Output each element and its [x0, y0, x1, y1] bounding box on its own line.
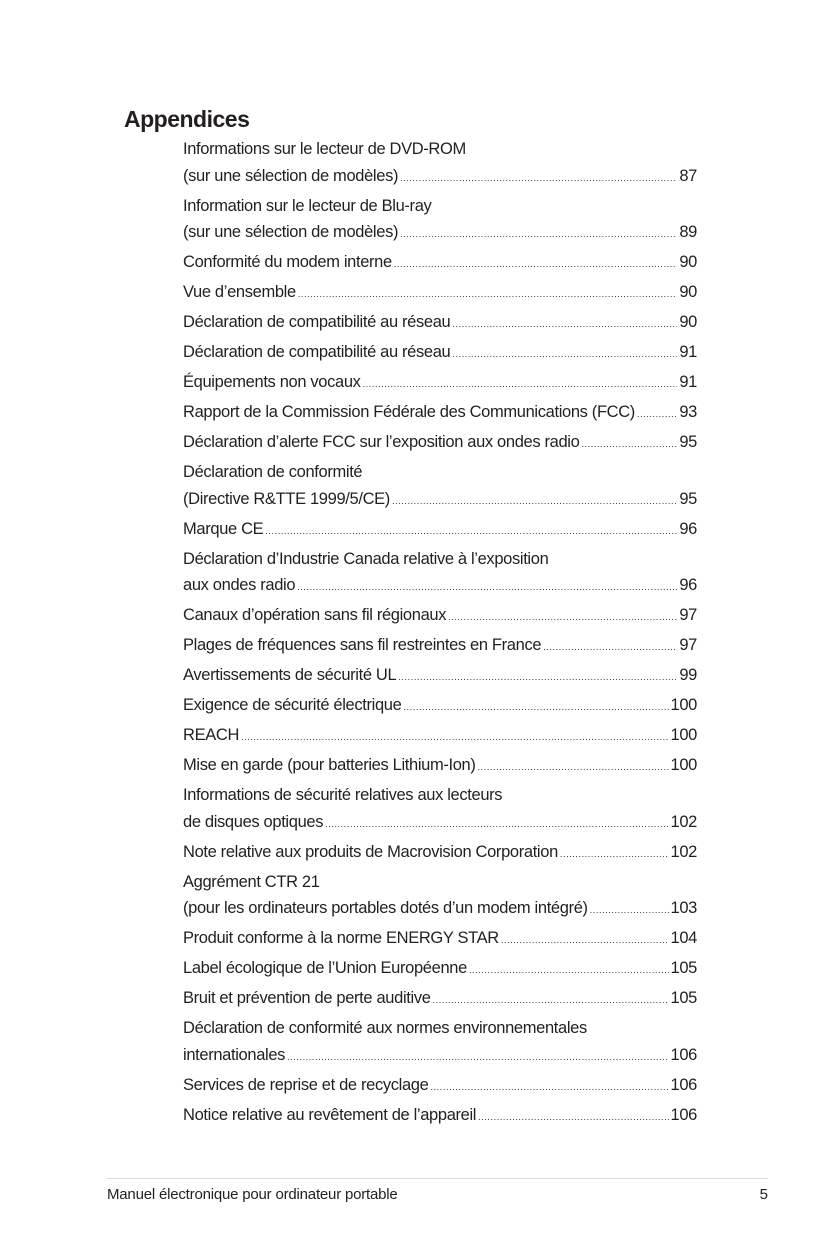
toc-page-number: 102	[670, 842, 697, 861]
toc-entry-text: Produit conforme à la norme ENERGY STAR	[183, 929, 499, 947]
toc-page-number: 106	[670, 1075, 697, 1094]
toc-entry[interactable]	[183, 662, 697, 691]
toc-entry[interactable]	[183, 985, 697, 1014]
toc-page-number: 90	[679, 253, 697, 271]
table-of-contents	[183, 136, 697, 1132]
toc-page-number: 100	[670, 756, 697, 774]
toc-entry[interactable]	[183, 632, 697, 661]
toc-entry-text: Avertissements de sécurité UL	[183, 666, 397, 684]
toc-entry-text: aux ondes radio	[183, 576, 296, 594]
dot-leader	[433, 987, 669, 1014]
toc-page-number: 104	[670, 929, 697, 947]
toc-entry[interactable]	[183, 782, 697, 837]
toc-page-number: 95	[679, 433, 697, 451]
toc-entry-text: Conformité du modem interne	[183, 253, 392, 271]
toc-entry[interactable]	[183, 692, 697, 721]
toc-entry-text: Aggrément CTR 21	[183, 872, 320, 891]
toc-page-number: 96	[679, 519, 697, 538]
toc-page-number: 97	[679, 636, 697, 654]
toc-entry-text: Informations de sécurité relatives aux lecteurs	[183, 786, 503, 804]
footer-divider	[107, 1178, 768, 1179]
toc-entry[interactable]	[183, 279, 697, 308]
toc-page-number: 91	[679, 373, 697, 391]
toc-entry[interactable]	[183, 869, 697, 924]
toc-entry-text: Déclaration de compatibilité au réseau	[183, 343, 451, 361]
dot-leader	[297, 574, 677, 601]
dot-leader	[325, 811, 668, 838]
dot-leader	[448, 604, 677, 631]
toc-entry[interactable]	[183, 136, 697, 191]
dot-leader	[430, 1074, 668, 1101]
toc-entry[interactable]	[183, 839, 697, 868]
toc-entry[interactable]	[183, 309, 697, 338]
dot-leader	[452, 311, 677, 338]
dot-leader	[287, 1044, 668, 1071]
toc-page-number: 106	[670, 1105, 697, 1124]
toc-entry-text: Mise en garde (pour batteries Lithium-Ion)	[183, 756, 476, 774]
dot-leader	[400, 165, 677, 192]
toc-entry[interactable]	[183, 602, 697, 631]
toc-entry-text: (Directive R&TTE 1999/5/CE)	[183, 489, 390, 508]
toc-entry-text: internationales	[183, 1045, 286, 1064]
toc-entry[interactable]	[183, 249, 697, 278]
dot-leader	[478, 1104, 668, 1131]
toc-entry-text: Équipements non vocaux	[183, 373, 361, 391]
toc-page-number: 100	[670, 726, 697, 744]
toc-page-number: 105	[670, 989, 697, 1007]
dot-leader	[403, 694, 668, 721]
toc-entry[interactable]	[183, 459, 697, 514]
dot-leader	[452, 341, 677, 368]
toc-entry[interactable]	[183, 1015, 697, 1070]
toc-entry-text: Notice relative au revêtement de l’appareil	[183, 1105, 477, 1124]
toc-page-number: 99	[679, 666, 697, 684]
toc-entry[interactable]	[183, 516, 697, 545]
toc-entry[interactable]	[183, 399, 697, 428]
toc-page-number: 89	[679, 223, 697, 241]
toc-page-number: 102	[670, 812, 697, 831]
toc-entry-text: Rapport de la Commission Fédérale des Communications (FCC)	[183, 403, 635, 421]
toc-entry-text: Canaux d’opération sans fil régionaux	[183, 606, 447, 624]
toc-page-number: 93	[679, 403, 697, 421]
dot-leader	[590, 897, 669, 924]
toc-entry[interactable]	[183, 546, 697, 601]
toc-entry-text: Marque CE	[183, 519, 264, 538]
toc-entry-text: de disques optiques	[183, 812, 324, 831]
toc-entry[interactable]	[183, 752, 697, 781]
dot-leader	[392, 488, 677, 515]
toc-entry-text: Vue d’ensemble	[183, 283, 296, 301]
dot-leader	[581, 431, 677, 458]
toc-entry-text: Déclaration d’alerte FCC sur l’exposition aux ondes radio	[183, 433, 580, 451]
toc-page-number: 96	[679, 576, 697, 594]
toc-page-number: 90	[679, 283, 697, 301]
dot-leader	[398, 664, 677, 691]
dot-leader	[543, 634, 677, 661]
toc-entry-text: Services de reprise et de recyclage	[183, 1075, 429, 1094]
dot-leader	[478, 754, 669, 781]
dot-leader	[637, 401, 677, 428]
toc-entry-text: Déclaration d’Industrie Canada relative à l’exposition	[183, 549, 549, 568]
toc-entry[interactable]	[183, 1102, 697, 1131]
section-title: Appendices	[124, 106, 250, 132]
toc-entry-text: Note relative aux produits de Macrovision Corporation	[183, 842, 558, 861]
toc-entry-text: Informations sur le lecteur de DVD-ROM	[183, 140, 466, 158]
toc-page-number: 106	[670, 1045, 697, 1064]
toc-entry-text: Plages de fréquences sans fil restreintes en France	[183, 636, 542, 654]
toc-entry[interactable]	[183, 429, 697, 458]
toc-entry-text: Déclaration de conformité	[183, 463, 363, 481]
toc-entry-text: Déclaration de conformité aux normes environnementales	[183, 1019, 587, 1037]
toc-entry[interactable]	[183, 1072, 697, 1101]
toc-entry-text: Déclaration de compatibilité au réseau	[183, 313, 451, 331]
toc-entry[interactable]	[183, 925, 697, 954]
dot-leader	[265, 518, 677, 545]
toc-entry-text: Label écologique de l’Union Européenne	[183, 959, 467, 977]
dot-leader	[400, 221, 677, 248]
toc-page-number: 95	[679, 489, 697, 508]
footer-page-number: 5	[759, 1186, 768, 1203]
toc-entry-text: (sur une sélection de modèles)	[183, 223, 399, 241]
footer-title: Manuel électronique pour ordinateur portable	[107, 1186, 398, 1203]
toc-page-number: 97	[679, 606, 697, 624]
toc-entry[interactable]	[183, 955, 697, 984]
toc-entry[interactable]	[183, 339, 697, 368]
toc-page-number: 87	[679, 166, 697, 185]
dot-leader	[363, 371, 678, 398]
toc-page-number: 105	[670, 959, 697, 977]
toc-entry-text: Information sur le lecteur de Blu-ray	[183, 196, 432, 215]
dot-leader	[298, 281, 678, 308]
toc-entry[interactable]	[183, 722, 697, 751]
dot-leader	[560, 841, 669, 868]
toc-entry-text: (sur une sélection de modèles)	[183, 166, 399, 185]
toc-page-number: 90	[679, 313, 697, 331]
toc-entry[interactable]	[183, 369, 697, 398]
dot-leader	[394, 251, 678, 278]
toc-entry-text: (pour les ordinateurs portables dotés d’un modem intégré)	[183, 899, 588, 917]
dot-leader	[241, 724, 669, 751]
toc-entry[interactable]	[183, 193, 697, 248]
toc-page-number: 91	[679, 343, 697, 361]
toc-entry-text: REACH	[183, 726, 240, 744]
toc-page-number: 100	[670, 696, 697, 714]
toc-entry-text: Bruit et prévention de perte auditive	[183, 989, 431, 1007]
toc-page-number: 103	[670, 899, 697, 917]
dot-leader	[469, 957, 669, 984]
dot-leader	[501, 927, 669, 954]
toc-entry-text: Exigence de sécurité électrique	[183, 696, 402, 714]
